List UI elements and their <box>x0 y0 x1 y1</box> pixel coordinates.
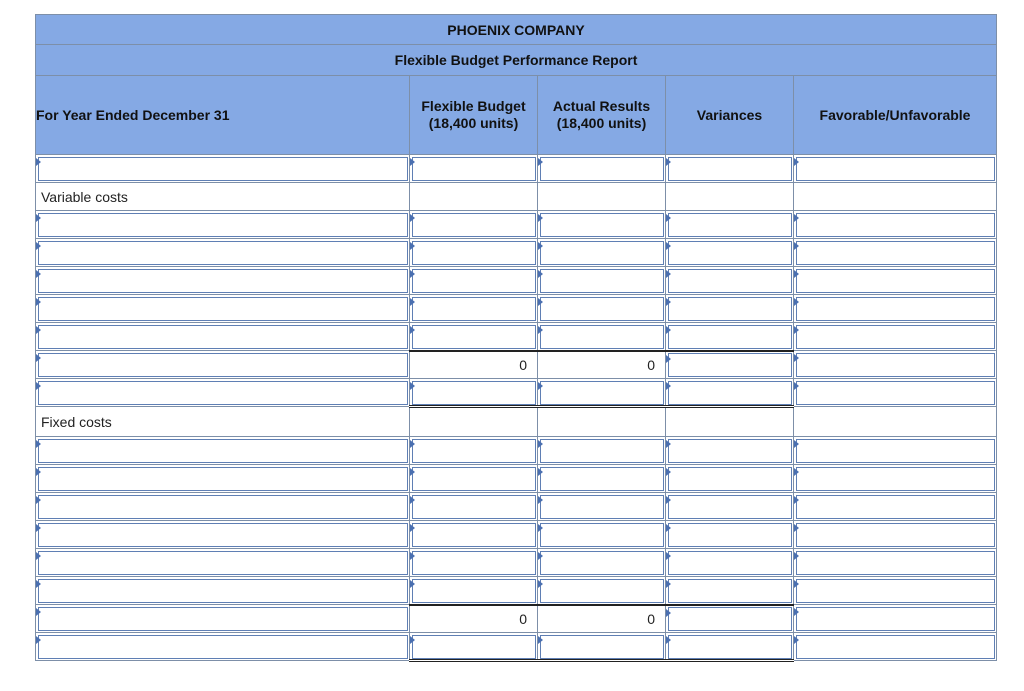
variance-input[interactable] <box>666 351 794 379</box>
flexible-budget-input[interactable] <box>410 379 538 407</box>
variance-input[interactable] <box>666 633 794 661</box>
variance-input[interactable] <box>666 239 794 267</box>
flexible-budget-input[interactable] <box>410 211 538 239</box>
total-variable-flexible: 0 <box>410 351 538 379</box>
fav-unfav-input[interactable] <box>794 465 997 493</box>
variable-cost-label-input[interactable] <box>36 295 410 323</box>
fav-unfav-input[interactable] <box>794 379 997 407</box>
fav-unfav-input[interactable] <box>794 323 997 351</box>
actual-results-input[interactable] <box>538 155 666 183</box>
table-row <box>36 155 997 183</box>
variances-header: Variances <box>666 76 794 155</box>
flexible-budget-input[interactable] <box>410 633 538 661</box>
table-row <box>36 465 997 493</box>
flexible-budget-input[interactable] <box>410 267 538 295</box>
variance-input[interactable] <box>666 465 794 493</box>
actual-results-input[interactable] <box>538 211 666 239</box>
total-variable-label-input[interactable] <box>36 351 410 379</box>
table-row <box>36 267 997 295</box>
table-row <box>36 493 997 521</box>
table-row <box>36 549 997 577</box>
fav-unfav-input[interactable] <box>794 211 997 239</box>
actual-results-input[interactable] <box>538 267 666 295</box>
label-input[interactable] <box>36 155 410 183</box>
fav-unfav-input[interactable] <box>794 351 997 379</box>
variable-costs-label: Variable costs <box>36 183 410 211</box>
table-row <box>36 183 997 211</box>
table-row <box>36 351 997 379</box>
actual-results-input[interactable] <box>538 437 666 465</box>
table-row <box>36 605 997 633</box>
variance-input[interactable] <box>666 295 794 323</box>
flexible-budget-header: Flexible Budget (18,400 units) <box>410 76 538 155</box>
variance-input[interactable] <box>666 493 794 521</box>
variable-cost-label-input[interactable] <box>36 267 410 295</box>
actual-results-input[interactable] <box>538 295 666 323</box>
table-row <box>36 633 997 661</box>
fav-unfav-input[interactable] <box>794 633 997 661</box>
performance-report-table <box>35 14 997 662</box>
actual-results-input[interactable] <box>538 465 666 493</box>
income-label-input[interactable] <box>36 633 410 661</box>
fixed-cost-label-input[interactable] <box>36 465 410 493</box>
company-name: PHOENIX COMPANY <box>36 15 997 45</box>
flexible-budget-input[interactable] <box>410 323 538 351</box>
table-row <box>36 211 997 239</box>
table-row <box>36 521 997 549</box>
fixed-costs-label: Fixed costs <box>36 407 410 437</box>
favorable-unfavorable-header: Favorable/Unfavorable <box>794 76 997 155</box>
actual-results-input[interactable] <box>538 379 666 407</box>
fav-unfav-input[interactable] <box>794 577 997 605</box>
variance-input[interactable] <box>666 605 794 633</box>
fav-unfav-input[interactable] <box>794 239 997 267</box>
fixed-cost-label-input[interactable] <box>36 549 410 577</box>
flexible-budget-input[interactable] <box>410 493 538 521</box>
variance-input[interactable] <box>666 323 794 351</box>
actual-results-header: Actual Results (18,400 units) <box>538 76 666 155</box>
actual-results-input[interactable] <box>538 493 666 521</box>
table-row <box>36 239 997 267</box>
table-row <box>36 577 997 605</box>
flexible-budget-input[interactable] <box>410 549 538 577</box>
table-row <box>36 295 997 323</box>
total-variable-actual: 0 <box>538 351 666 379</box>
variance-input[interactable] <box>666 267 794 295</box>
period-header: For Year Ended December 31 <box>36 76 410 155</box>
flexible-budget-input[interactable] <box>410 577 538 605</box>
flexible-budget-input[interactable] <box>410 155 538 183</box>
variance-input[interactable] <box>666 521 794 549</box>
total-fixed-actual: 0 <box>538 605 666 633</box>
fav-unfav-input[interactable] <box>794 521 997 549</box>
variable-cost-label-input[interactable] <box>36 239 410 267</box>
actual-results-input[interactable] <box>538 577 666 605</box>
variance-input[interactable] <box>666 437 794 465</box>
fav-unfav-input[interactable] <box>794 605 997 633</box>
table-row <box>36 437 997 465</box>
variable-cost-label-input[interactable] <box>36 211 410 239</box>
actual-results-input[interactable] <box>538 521 666 549</box>
variable-cost-label-input[interactable] <box>36 323 410 351</box>
variance-input[interactable] <box>666 549 794 577</box>
table-row <box>36 323 997 351</box>
actual-results-input[interactable] <box>538 239 666 267</box>
table-row <box>36 379 997 407</box>
fav-unfav-input[interactable] <box>794 437 997 465</box>
contribution-label-input[interactable] <box>36 379 410 407</box>
total-fixed-label-input[interactable] <box>36 605 410 633</box>
flexible-budget-input[interactable] <box>410 521 538 549</box>
variance-input[interactable] <box>666 155 794 183</box>
fav-unfav-input[interactable] <box>794 295 997 323</box>
flexible-budget-input[interactable] <box>410 437 538 465</box>
fixed-cost-label-input[interactable] <box>36 493 410 521</box>
variance-input[interactable] <box>666 577 794 605</box>
fav-unfav-input[interactable] <box>794 493 997 521</box>
report-title: Flexible Budget Performance Report <box>36 45 997 76</box>
actual-results-input[interactable] <box>538 633 666 661</box>
fixed-cost-label-input[interactable] <box>36 577 410 605</box>
variance-input[interactable] <box>666 379 794 407</box>
fav-unfav-input[interactable] <box>794 549 997 577</box>
fav-unfav-input[interactable] <box>794 267 997 295</box>
fixed-cost-label-input[interactable] <box>36 437 410 465</box>
fixed-cost-label-input[interactable] <box>36 521 410 549</box>
fav-unfav-input[interactable] <box>794 155 997 183</box>
variance-input[interactable] <box>666 211 794 239</box>
flexible-budget-input[interactable] <box>410 295 538 323</box>
flexible-budget-input[interactable] <box>410 465 538 493</box>
total-fixed-flexible: 0 <box>410 605 538 633</box>
actual-results-input[interactable] <box>538 323 666 351</box>
table-row <box>36 407 997 437</box>
actual-results-input[interactable] <box>538 549 666 577</box>
flexible-budget-input[interactable] <box>410 239 538 267</box>
